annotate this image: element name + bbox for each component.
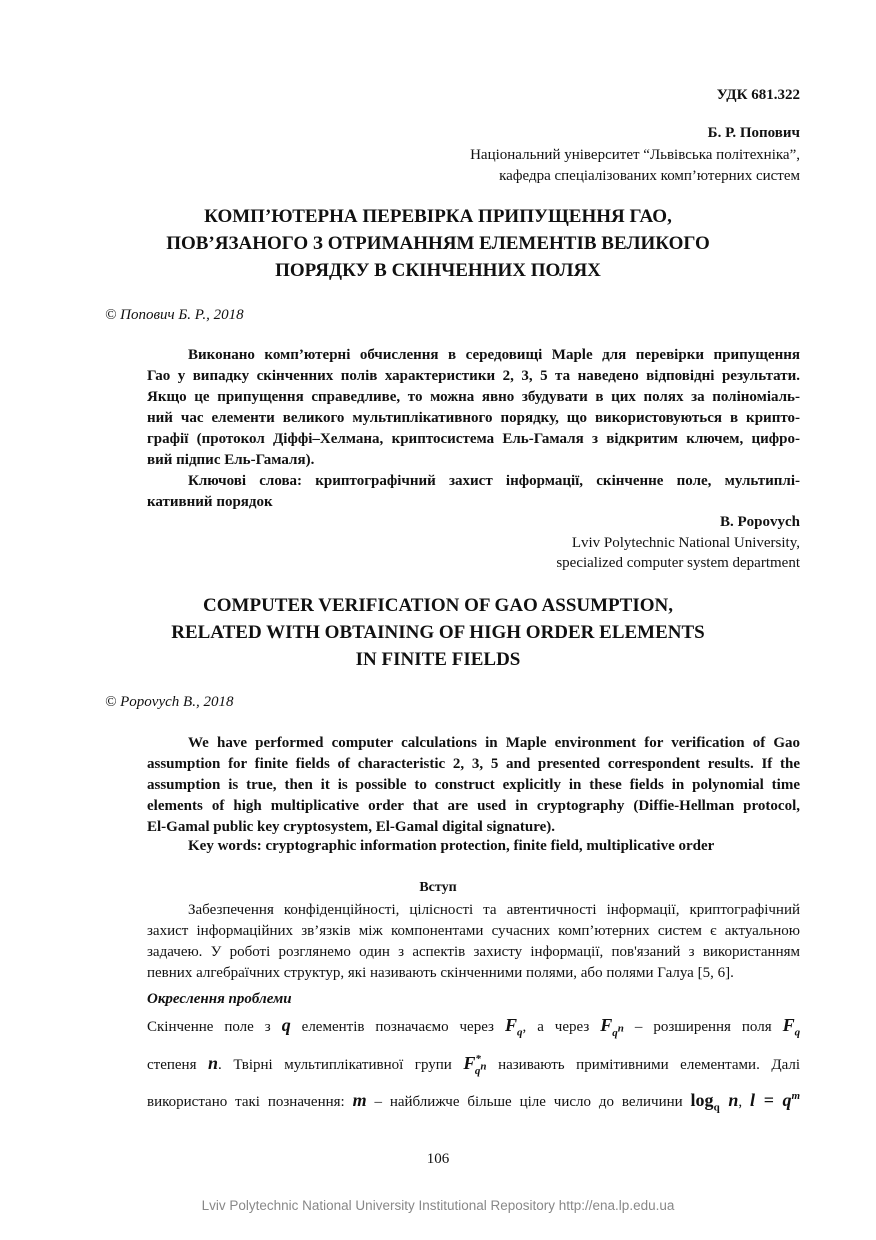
- repository-footer: Lviv Polytechnic National University Institutional Repository http://ena.lp.edu.ua: [201, 1198, 675, 1213]
- abstract-en-line: We have performed computer calculations in Maple environment for verification of Gao: [188, 735, 800, 751]
- abstract-en-line: elements of high multiplicative order that are used in cryptography (Diffie-Hellman protocol,: [147, 798, 800, 814]
- abstract-ua-line: Гао у випадку скінченних полів характеристики 2, 3, 5 та наведено відповідні результати.: [147, 368, 800, 384]
- abstract-en-line: El-Gamal public key cryptosystem, El-Gamal digital signature).: [147, 819, 556, 835]
- page-number: 106: [426, 1151, 450, 1167]
- title-en-line: COMPUTER VERIFICATION OF GAO ASSUMPTION,: [203, 595, 673, 616]
- affiliation-en-line: Lviv Polytechnic National University,: [571, 535, 800, 551]
- abstract-ua-line: Виконано комп’ютерні обчислення в середовищі Maple для перевірки припущення: [188, 347, 800, 363]
- intro-line: певних алгебраїчних структур, які називають скінченними полями, або полями Галуа [5, 6].: [147, 965, 734, 981]
- abstract-ua-line: вий підпис Ель-Гамаля).: [147, 452, 315, 468]
- udc-code: УДК 681.322: [716, 87, 800, 103]
- intro-line: задачею. У роботі розглянемо один з аспектів захисту інформації, пов'язаний з використанням: [147, 944, 800, 960]
- copyright-en: © Popovych B., 2018: [105, 694, 234, 710]
- title-en-line: RELATED WITH OBTAINING OF HIGH ORDER ELEMENTS: [171, 622, 705, 643]
- copyright-ua: © Попович Б. Р., 2018: [105, 307, 244, 323]
- keywords-en: Key words: cryptographic information protection, finite field, multiplicative order: [188, 838, 715, 854]
- intro-line: захист інформаційних зв’язків між компонентами сучасних комп’ютерних систем є актуальною: [147, 923, 800, 939]
- affiliation-ua-line: кафедра спеціалізованих комп’ютерних систем: [499, 168, 800, 184]
- abstract-en-line: assumption for finite fields of characteristic 2, 3, 5 and presented correspondent results. If the: [147, 756, 800, 772]
- problem-line-1: Скінченне поле з q елементів позначаємо через $F_q$, а через $F_{q^n}$ – розширення поля $F_q$: [147, 1015, 801, 1039]
- affiliation-ua-line: Національний університет “Львівська політехніка”,: [470, 147, 800, 163]
- intro-heading: Вступ: [419, 880, 457, 895]
- author-ua: Б. Р. Попович: [707, 125, 800, 141]
- abstract-en-line: assumption is true, then it is possible to construct explicitly in these fields in polynomial time: [147, 777, 800, 793]
- abstract-ua-line: графії (протокол Діффі–Хелмана, криптосистема Ель-Гамаля з відкритим ключем, цифро-: [147, 431, 800, 447]
- title-ua-line: ПОВ’ЯЗАНОГО З ОТРИМАННЯМ ЕЛЕМЕНТІВ ВЕЛИКОГО: [166, 233, 710, 254]
- keywords-ua-line: Ключові слова: криптографічний захист інформації, скінченне поле, мультиплі-: [188, 473, 800, 489]
- affiliation-en-line: specialized computer system department: [556, 555, 800, 571]
- problem-line-2: степеня n. Твірні мультиплікативної групи $F^*_{q^n}$ називають примітивними елементами. Далі: [147, 1053, 801, 1077]
- problem-line-3: використано такі позначення: m – найближче більше ціле число до величини $\log_q n$, $l = q^m$: [147, 1090, 801, 1114]
- author-en: B. Popovych: [719, 514, 800, 530]
- keywords-ua-line: кативний порядок: [147, 494, 273, 510]
- abstract-ua-line: Якщо це припущення справедливе, то можна явно збудувати в цих полях за поліноміаль-: [147, 389, 800, 405]
- title-ua-line: ПОРЯДКУ В СКІНЧЕННИХ ПОЛЯХ: [275, 260, 601, 281]
- problem-heading: Окреслення проблеми: [147, 991, 292, 1007]
- title-en-line: IN FINITE FIELDS: [355, 649, 521, 670]
- abstract-ua-line: ний час елементи великого мультиплікативного порядку, що використовуються в крипто-: [147, 410, 800, 426]
- intro-line: Забезпечення конфіденційності, цілісності та автентичності інформації, криптографічний: [188, 902, 800, 918]
- title-ua-line: КОМП’ЮТЕРНА ПЕРЕВІРКА ПРИПУЩЕННЯ ГАО,: [204, 206, 672, 227]
